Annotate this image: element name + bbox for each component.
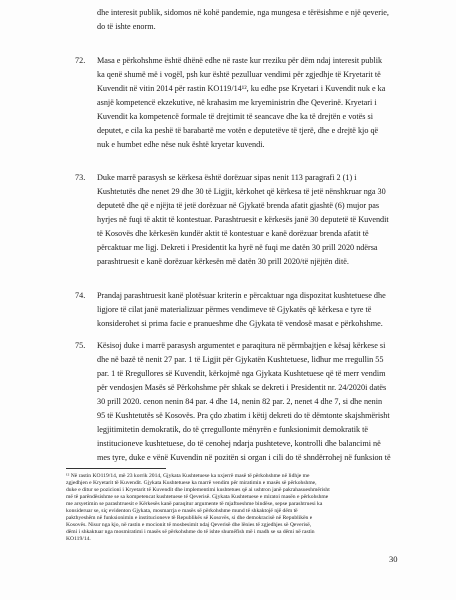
- text-line: mes tyre, duke e vënë Kuvendin në pozitën si organ i cili do të shndërrohej në funksion të: [97, 453, 391, 462]
- text-line: hyrjes në fuqi të aktit të kontestuar. Parashtruesit e kërkesës janë 30 deputetë të Kuvendit: [97, 215, 389, 224]
- text-line: asnjë kompetencë ekzekutive, në krahasim me kryeministrin dhe Qeverinë. Kryetari i: [97, 98, 377, 107]
- text-line: deputet, e cila ka peshë të barabartë me votën e deputetëve të tjerë, dhe e drejtë kjo që: [97, 126, 379, 135]
- footnote-line: më të parëndësishme se sa kompetencat kushtetuese të Qeverisë. Gjykata Kushtetuese e miratoi masën e përkohshme: [66, 494, 329, 500]
- text-line: Kësisoj duke i marrë parasysh argumentet e paraqitura në përmbajtjen e kësaj kërkese si: [97, 341, 386, 350]
- text-line: ligjore të cilat janë materializuar përmes vendimeve të Gjykatës që kërkesa e tyre të: [97, 305, 372, 314]
- paragraph-number-73: 73.: [75, 173, 86, 182]
- footnote-line: KO119/14.: [66, 536, 91, 542]
- footnote-line: dëmi i shkaktuar nga mosmiratimi i masës së përkohshme do të ishte shumëfish më i madh se sa dëmi në rastin: [66, 529, 315, 535]
- text-line: deputetë dhe që e njëjta të jetë dorëzuar në Gjykatë brenda afatit gjashtë (6) mujor pas: [97, 201, 380, 210]
- text-line: Prandaj parashtruesit kanë plotësuar kriterin e përcaktuar nga dispozitat kushtetuese dhe: [97, 291, 386, 300]
- text-line: nuk e humbet edhe nëse nuk është kryetar kuvendi.: [97, 140, 265, 149]
- footnote-line: ¹² Në rastin KO119/14, më 23 korrik 2014, Gjykata Kushtetuese ka nxjerrë masë të përkohshme në lidhje me: [66, 473, 310, 479]
- footnote-line: me arsyetimin se parashtruesit e Kërkesës kanë paraqitur argumente të mjaftueshme bindëse, sepse parashtruesi ka: [66, 501, 323, 507]
- text-line: Kushtetutës dhe nenet 29 dhe 30 të Ligjit, kërkohet që kërkesa të jetë nënshkruar nga 30: [97, 187, 386, 196]
- text-line: përcaktuar me ligj. Dekreti i Presidentit ka hyrë në fuqi me datën 30 prill 2020 ndërsa: [97, 243, 378, 252]
- text-line: dhe interesit publik, sidomos në kohë pandemie, nga mungesa e tërësishme e një qeverie,: [97, 8, 389, 17]
- text-line: Masa e përkohshme është dhënë edhe në raste kur rreziku për dëm ndaj interesit publik: [97, 56, 383, 65]
- text-line: të Kosovës dhe kërkesën kundër aktit të kontestuar e kanë dorëzuar brenda afatit të: [97, 229, 369, 238]
- page-number: 30: [389, 554, 398, 564]
- footnote-line: zgjedhjen e Kryetarit të Kuvendit. Gjykata Kushtetuese ka marrë vendim për miratimin e masës së përkohshme,: [66, 480, 317, 486]
- text-line: legjitimitetin demokratik, do të çrregullonte mënyrën e funksionimit demokratik të: [97, 425, 369, 434]
- text-line: Duke marrë parasysh se kërkesa është dorëzuar sipas nenit 113 paragrafi 2 (1) i: [97, 173, 357, 182]
- text-line: për vendosjen Masës së Përkohshme për shkak se dekreti i Presidentit nr. 24/2020i datës: [97, 383, 387, 392]
- text-line: do të ishte enorm.: [97, 22, 156, 31]
- footnote-line: duke e ditur se pozicioni i Kryetarit të Kuvendit dhe implementimi kushtetues që ai ushtron janë pakrahasueshmërisht: [66, 487, 330, 493]
- text-line: Kuvendit ka kompetencë formale të drejtimit të seancave dhe ka të drejtën e votës si: [97, 112, 373, 121]
- paragraph-number-74: 74.: [75, 291, 86, 300]
- text-line: Kuvendit në vitin 2014 për rastin KO119/14¹², ku edhe pse Kryetari i Kuvendit nuk e ka: [97, 84, 386, 93]
- footnote-line: Kosovës. Nisur nga kjo, në rastin e mocionit të mosbesimit ndaj Qeverisë dhe lënies të zgjedhjes së Qeverisë,: [66, 522, 312, 528]
- footnote-line: pakthyeshëm në funksionimin e institucioneve të Republikës së Kosovës, si dhe demokracisë në Republikën e: [66, 515, 313, 521]
- text-line: par. 1 të Rregullores së Kuvendit, kërkojmë nga Gjykata Kushtetuese që të merr vendim: [97, 369, 386, 378]
- footnote-divider: [66, 468, 166, 469]
- text-line: 30 prill 2020. cenon nenin 84 par. 4 dhe 14, nenin 82 par. 2, nenet 4 dhe 7, si dhe nenin: [97, 397, 383, 406]
- paragraph-number-72: 72.: [75, 56, 86, 65]
- text-line: konsiderohet si prima facie e pranueshme dhe Gjykata të vendosë masat e përkohshme.: [97, 319, 383, 328]
- text-line: institucioneve kushtetuese, do të cenohej ndarja pushteteve, kontrolli dhe balancimi në: [97, 439, 381, 448]
- text-line: parashtruesit e kanë dorëzuar kërkesën më datën 30 prill 2020/të njëjtën ditë.: [97, 257, 349, 266]
- paragraph-number-75: 75.: [75, 341, 86, 350]
- text-line: ka qenë shumë më i vogël, psh kur është pezulluar vendimi për zgjedhje të Kryetarit të: [97, 70, 381, 79]
- text-line: dhe në bazë të nenit 27 par. 1 të Ligjit për Gjykatën Kushtetuese, lidhur me rregullin 55: [97, 355, 384, 364]
- text-line: 95 të Kushtetutës së Kosovës. Pra çdo zbatim i këtij dekreti do të dëmtonte skajshmërisht: [97, 411, 390, 420]
- footnote-line: konsideruar se, siç evidenton Gjykata, mosmarrja e masës së përkohshme mund të shkaktojë një dëm të: [66, 508, 298, 514]
